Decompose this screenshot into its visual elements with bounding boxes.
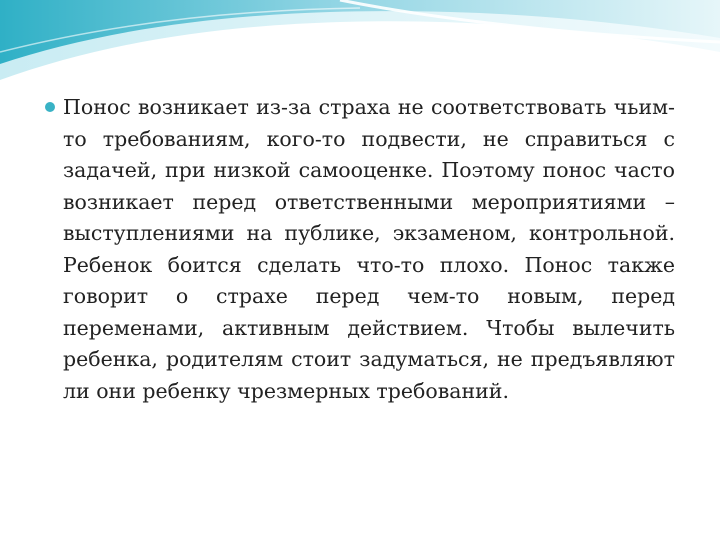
bullet-dot-icon: [45, 102, 55, 112]
header-wave-decoration: [0, 0, 720, 90]
slide-content: [45, 92, 675, 407]
bullet-item: [45, 92, 675, 407]
bullet-text: Понос возникает из-за страха не соответствовать чьим-то требованиям, кого-то подвести, не справиться с задачей, при низкой самооценке. Поэтому понос часто возникает перед ответственными мероприятиями – выступлениями на публике, экзаменом, контрольной. Ребенок боится сделать что-то плохо. Понос также говорит о страхе перед чем-то новым, перед переменами, активным действием. Чтобы вылечить ребенка, родителям стоит задуматься, не предъявляют ли они ребенку чрезмерных требований.: [63, 95, 675, 403]
